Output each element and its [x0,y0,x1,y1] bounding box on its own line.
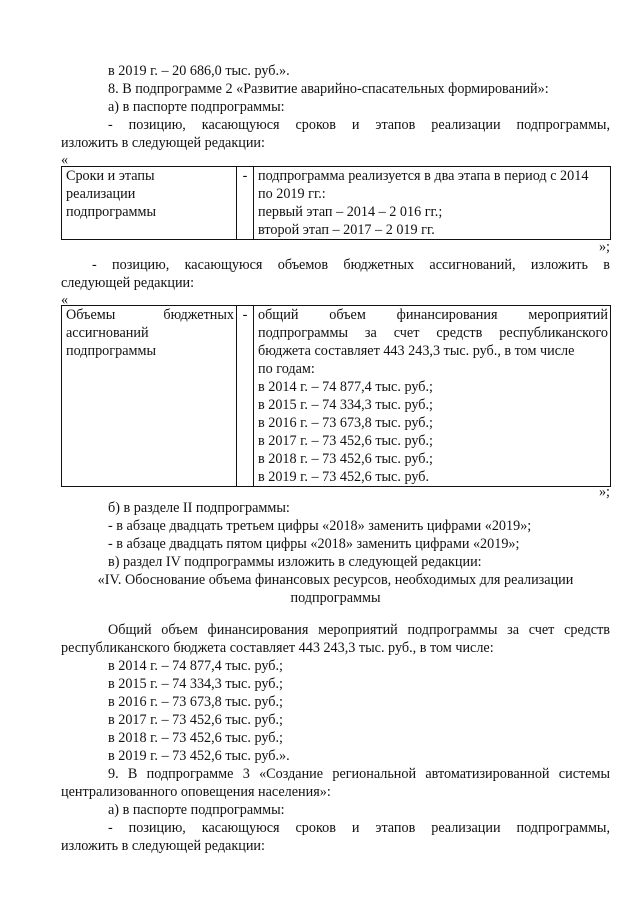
paragraph-line: Общий объем финансирования мероприятий подпрограммы за счет средств [108,622,610,638]
table-label-cell: Сроки и этапы реализации подпрограммы [62,167,237,240]
year-line: в 2016 г. – 73 673,8 тыс. руб.; [108,694,283,710]
year-line: в 2018 г. – 73 452,6 тыс. руб.; [108,730,283,746]
text-line: а) в паспорте подпрограммы: [108,99,285,115]
table-label-cell: Объемы бюджетных ассигнований подпрограммы [62,306,237,487]
text-line: централизованного оповещения населения»: [61,784,331,800]
text-line: в) раздел IV подпрограммы изложить в следующей редакции: [108,554,482,570]
table-dash-cell: - [237,306,254,487]
close-quote: »; [598,484,610,500]
text-line: изложить в следующей редакции: [61,135,265,151]
year-line: в 2019 г. – 73 452,6 тыс. руб.». [108,748,290,764]
section-heading: «IV. Обоснование объема финансовых ресурсов, необходимых для реализации [97,572,574,588]
text-line: следующей редакции: [61,275,195,291]
text-line: изложить в следующей редакции: [61,838,265,854]
table-value-cell: общий объем финансирования мероприятий подпрограммы за счет средств республиканского бюджета составляет 443 243,3 тыс. руб., в том числе по годам: в 2014 г. – 74 877,4 тыс. руб.; в 2015 г. – 74 334,3 тыс. руб.; в 2016 г. – 73 673,8 тыс. руб.; в 2017 г. – 73 452,6 тыс. руб.; в 2018 г. – 73 452,6 тыс. руб.; в 2019 г. – 73 452,6 тыс. руб. [254,306,611,487]
open-quote: « [61,292,69,308]
paragraph-line: республиканского бюджета составляет 443 243,3 тыс. руб., в том числе: [61,640,494,656]
text-line: в 2019 г. – 20 686,0 тыс. руб.». [108,63,290,79]
open-quote: « [61,152,69,168]
text-line: б) в разделе II подпрограммы: [108,500,290,516]
passport-table-terms [61,166,611,240]
text-line: 8. В подпрограмме 2 «Развитие аварийно-спасательных формирований»: [108,81,549,97]
year-line: в 2017 г. – 73 452,6 тыс. руб.; [108,712,283,728]
text-line: - в абзаце двадцать третьем цифры «2018» заменить цифрами «2019»; [108,518,532,534]
text-line: - позицию, касающуюся сроков и этапов реализации подпрограммы, [108,820,610,836]
table-value-cell: подпрограмма реализуется в два этапа в период с 2014 по 2019 гг.: первый этап – 2014 – 2 016 гг.; второй этап – 2017 – 2 019 гг. [254,167,611,240]
text-line: - позицию, касающуюся сроков и этапов реализации подпрограммы, [108,117,610,133]
text-line: а) в паспорте подпрограммы: [108,802,285,818]
section-heading: подпрограммы [290,590,381,606]
passport-table-budget [61,305,611,487]
year-line: в 2015 г. – 74 334,3 тыс. руб.; [108,676,283,692]
year-line: в 2014 г. – 74 877,4 тыс. руб.; [108,658,283,674]
text-line: 9. В подпрограмме 3 «Создание региональной автоматизированной системы [108,766,610,782]
text-line: - в абзаце двадцать пятом цифры «2018» заменить цифрами «2019»; [108,536,520,552]
table-dash-cell: - [237,167,254,240]
close-quote: »; [598,239,610,255]
text-line: - позицию, касающуюся объемов бюджетных ассигнований, изложить в [92,257,610,273]
